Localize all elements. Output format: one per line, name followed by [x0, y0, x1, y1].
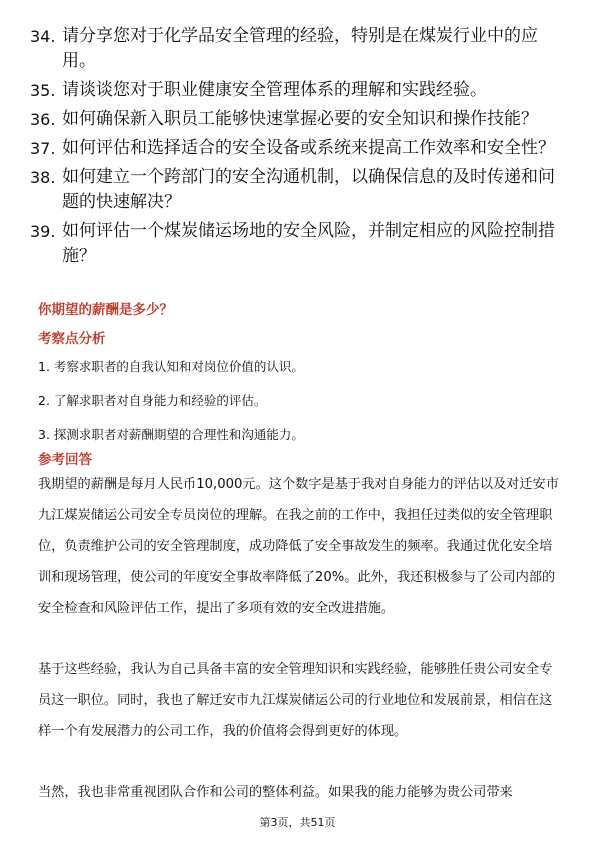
question-number: 35.: [30, 81, 56, 100]
question-item: [30, 107, 570, 132]
question-item: [30, 165, 570, 215]
question-item: [30, 219, 570, 269]
question-list: [30, 24, 570, 273]
answer-title: 参考回答: [38, 452, 92, 468]
question-text: 如何评估一个煤炭储运场地的安全风险，并制定相应的风险控制措施？: [62, 221, 555, 266]
answer-paragraph: 基于这些经验，我认为自己具备丰富的安全管理知识和实践经验，能够胜任贵公司安全专员这一职位。同时，我也了解迁安市九江煤炭储运公司的行业地位和发展前景，相信在这样一个有发展潜力的公司工作，我的价值将会得到更好的体现。: [38, 662, 553, 739]
analysis-point: 1. 考察求职者的自我认知和对岗位价值的认识。: [38, 359, 304, 374]
analysis-title: 考察点分析: [38, 331, 106, 347]
question-item: [30, 136, 570, 161]
question-item: [30, 78, 570, 103]
question-number: 39.: [30, 222, 56, 241]
question-text: 如何建立一个跨部门的安全沟通机制，以确保信息的及时传递和问题的快速解决？: [62, 167, 555, 212]
salary-question-title: 你期望的薪酬是多少？: [38, 302, 173, 318]
analysis-points: [38, 357, 558, 459]
question-number: 38.: [30, 168, 56, 187]
question-item: [30, 24, 570, 74]
page-number: 第3页，共51页: [259, 816, 336, 829]
question-number: 37.: [30, 139, 56, 158]
question-text: 如何确保新入职员工能够快速掌握必要的安全知识和操作技能？: [62, 109, 538, 129]
question-text: 请分享您对于化学品安全管理的经验，特别是在煤炭行业中的应用。: [62, 26, 538, 71]
question-number: 36.: [30, 110, 56, 129]
question-text: 请谈谈您对于职业健康安全管理体系的理解和实践经验。: [62, 80, 487, 100]
question-number: 34.: [30, 27, 56, 46]
answer-paragraph: 我期望的薪酬是每月人民币10,000元。这个数字是基于我对自身能力的评估以及对迁安市九江煤炭储运公司安全专员岗位的理解。在我之前的工作中，我担任过类似的安全管理职位，负责维护公司的安全管理制度，成功降低了安全事故发生的频率。我通过优化安全培训和现场管理，使公司的年度安全事故率降低了20%。此外，我还积极参与了公司内部的安全检查和风险评估工作，提出了多项有效的安全改进措施。: [38, 477, 559, 616]
analysis-point: 3. 探测求职者对薪酬期望的合理性和沟通能力。: [38, 427, 304, 442]
analysis-point: 2. 了解求职者对自身能力和经验的评估。: [38, 393, 267, 408]
answer-paragraph: 当然，我也非常重视团队合作和公司的整体利益。如果我的能力能够为贵公司带来: [38, 785, 513, 800]
answer-body: [38, 469, 560, 838]
question-text: 如何评估和选择适合的安全设备或系统来提高工作效率和安全性？: [62, 138, 555, 158]
